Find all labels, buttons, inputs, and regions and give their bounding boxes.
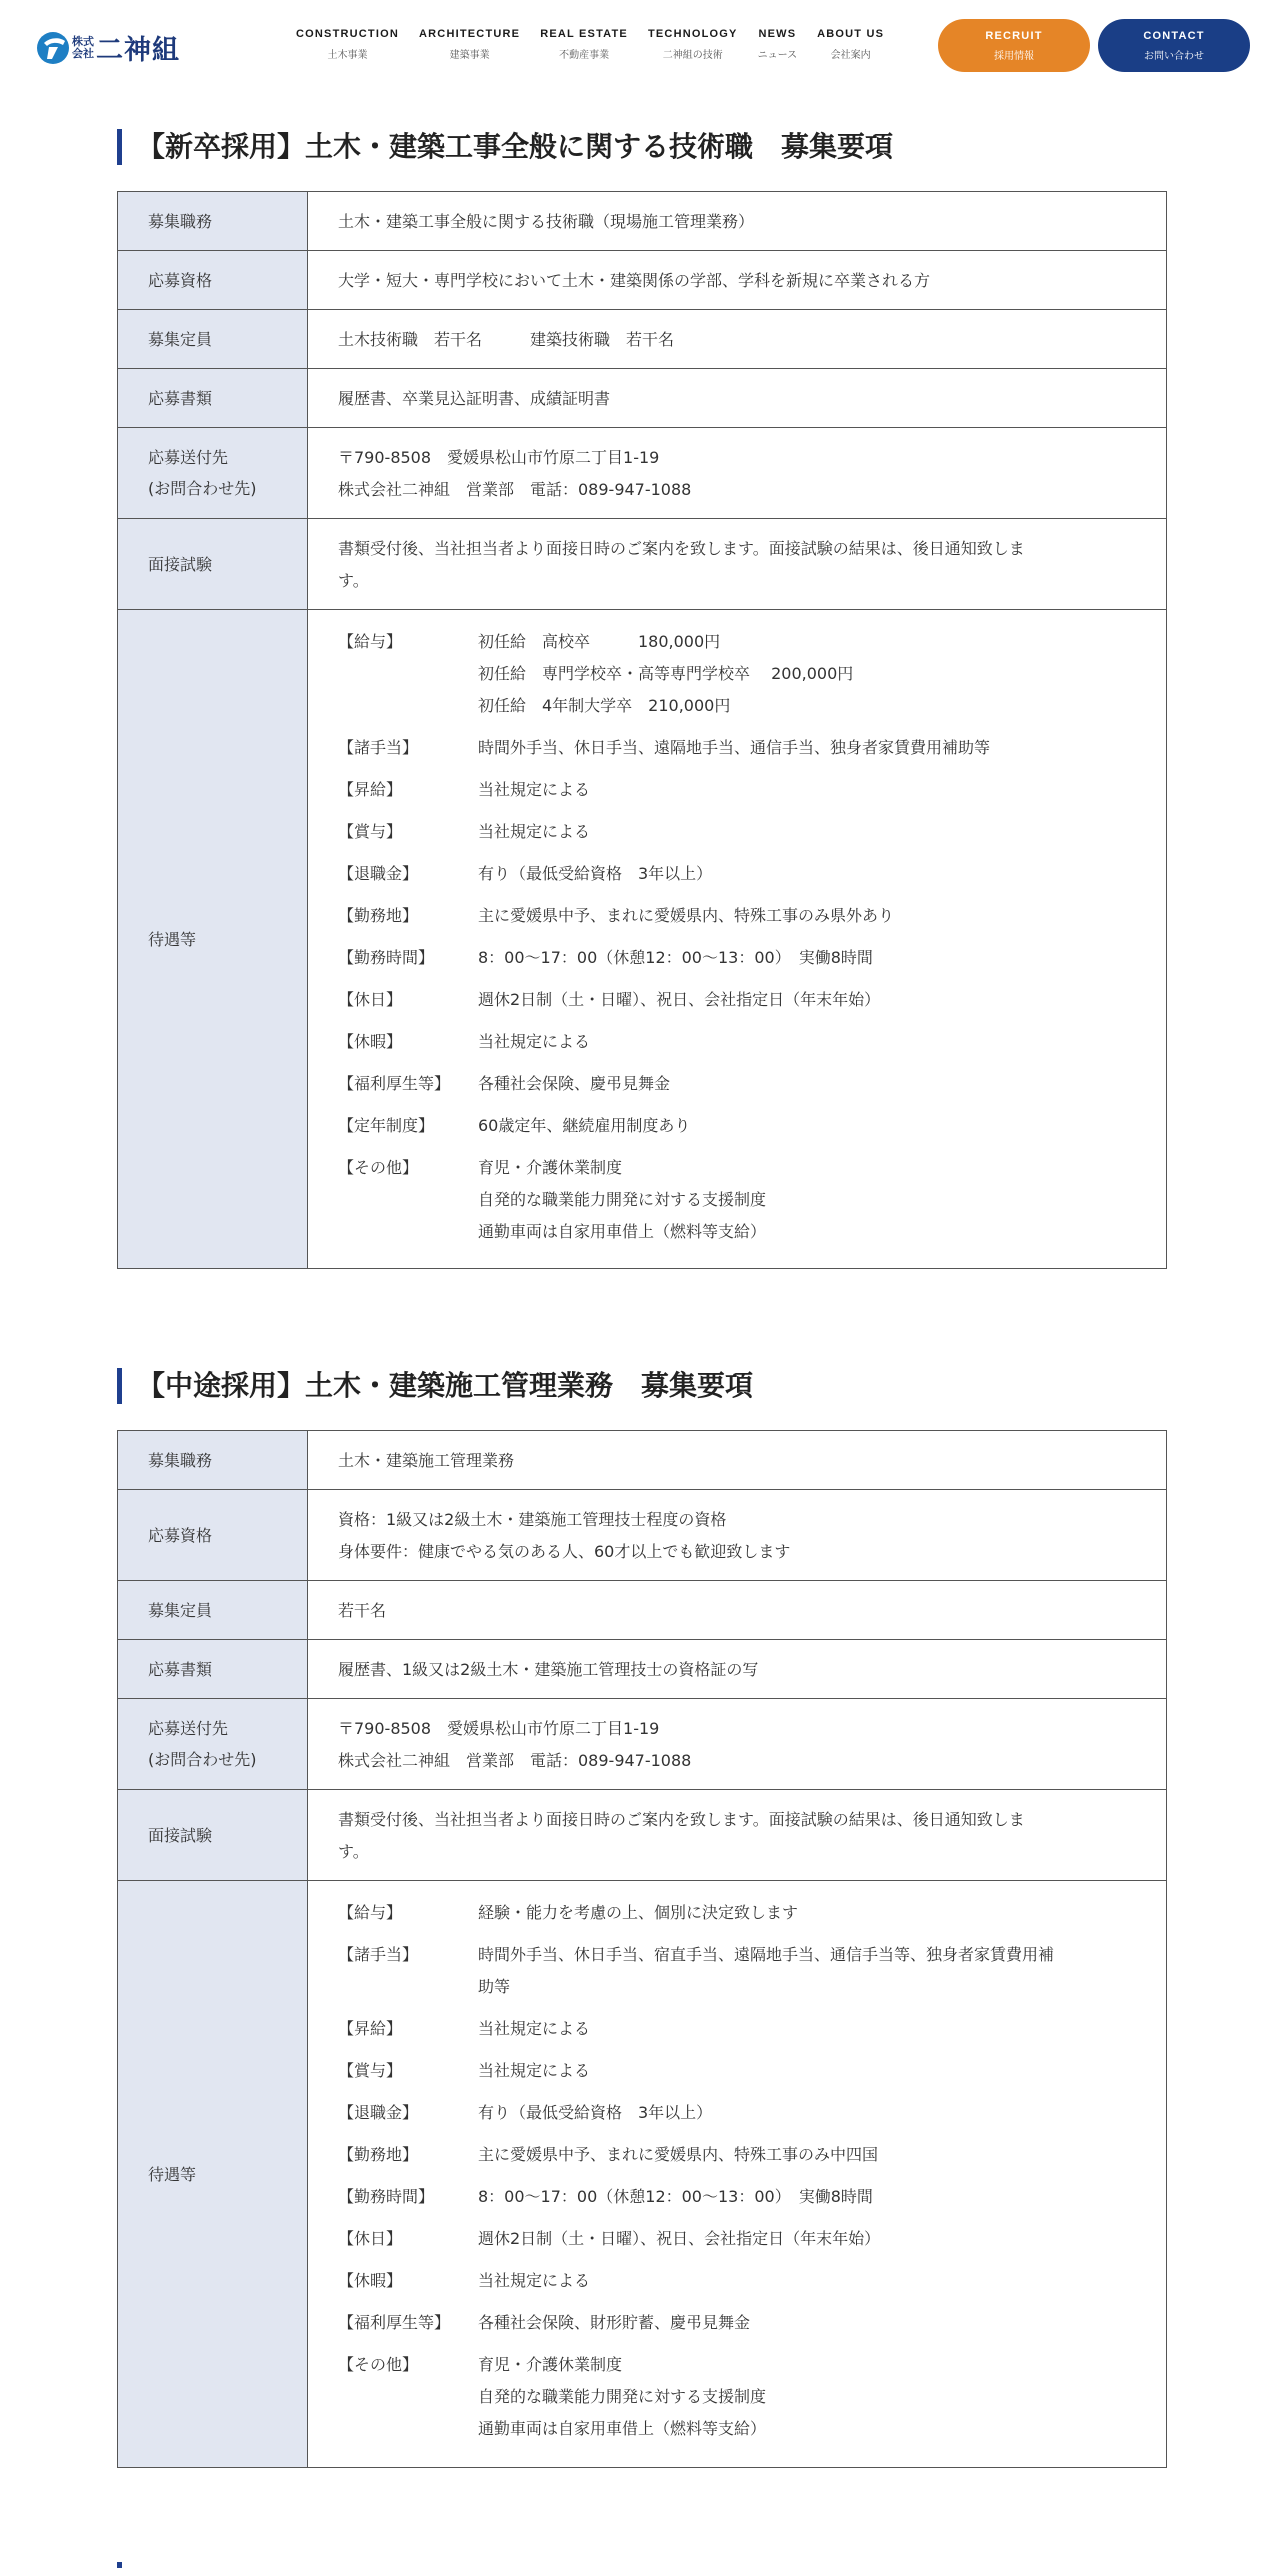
requirements-table (117, 1430, 1167, 2468)
benefit-item (338, 2223, 1136, 2255)
benefit-item (338, 942, 1136, 974)
row-label: 待遇等 (118, 610, 308, 1268)
benefit-value: 主に愛媛県中予、まれに愛媛県内、特殊工事のみ中四国 (478, 2145, 879, 2164)
row-value (308, 519, 1166, 609)
benefit-key: 【退職金】 (338, 2103, 419, 2122)
benefits-list (308, 1881, 1166, 2467)
benefit-value: 通勤車両は自家用車借上（燃料等支給） (478, 1222, 767, 1241)
benefit-value: 有り（最低受給資格 3年以上） (478, 864, 713, 883)
row-value (308, 310, 1166, 368)
row-value (308, 1431, 1166, 1489)
row-label: 募集定員 (118, 1581, 308, 1639)
benefit-key: 【賞与】 (338, 822, 403, 841)
table-row (118, 251, 1166, 310)
nav-label-en: REAL ESTATE (540, 28, 628, 40)
benefit-value: 初任給 専門学校卒・高等専門学校卒 200,000円 (478, 664, 854, 683)
logo-kabushikigaisha (72, 36, 94, 60)
benefit-value: 当社規定による (478, 2061, 591, 2080)
logo-small-bottom: 会社 (72, 46, 94, 60)
benefit-value: 初任給 4年制大学卒 210,000円 (478, 696, 731, 715)
nav-label-en: ARCHITECTURE (419, 28, 521, 40)
row-value-line: 〒790-8508 愛媛県松山市竹原二丁目1-19 (338, 1719, 660, 1738)
benefit-key: 【福利厚生等】 (338, 1074, 451, 1093)
row-label-line: 応募送付先 (148, 1719, 229, 1738)
row-value (308, 1640, 1166, 1698)
benefit-value: 8：00～17：00（休憩12：00～13：00） 実働8時間 (478, 948, 873, 967)
benefit-key: 【諸手当】 (338, 1945, 419, 1964)
row-value-line: 株式会社二神組 営業部 電話：089-947-1088 (338, 480, 692, 499)
row-label (118, 1699, 308, 1789)
row-label: 応募資格 (118, 1490, 308, 1580)
nav-label-jp: 土木事業 (327, 50, 368, 61)
benefit-value: 当社規定による (478, 1032, 591, 1051)
row-value-line: 土木技術職 若干名 建築技術職 若干名 (338, 330, 675, 349)
benefit-value: 初任給 高校卒 180,000円 (478, 632, 721, 651)
recruit-button-jp: 採用情報 (994, 50, 1034, 62)
nav-label-en: NEWS (758, 28, 797, 40)
benefit-key: 【勤務時間】 (338, 2187, 435, 2206)
nav-about-us[interactable] (817, 28, 884, 61)
row-value-line: 資格：1級又は2級土木・建築施工管理技士程度の資格 (338, 1510, 727, 1529)
benefit-value: 60歳定年、継続雇用制度あり (478, 1116, 691, 1135)
benefit-item (338, 732, 1136, 764)
row-value-line: 履歴書、卒業見込証明書、成績証明書 (338, 389, 611, 408)
benefit-value: 当社規定による (478, 2019, 591, 2038)
requirements-table (117, 191, 1167, 1269)
table-row (118, 1431, 1166, 1490)
row-label: 待遇等 (118, 1881, 308, 2467)
table-row (118, 1699, 1166, 1790)
benefit-value: 育児・介護休業制度 (478, 2355, 623, 2374)
benefit-key: 【昇給】 (338, 2019, 403, 2038)
nav-label-jp: 不動産事業 (559, 50, 610, 61)
row-value-line: 〒790-8508 愛媛県松山市竹原二丁目1-19 (338, 448, 660, 467)
table-row (118, 610, 1166, 1269)
row-value (308, 192, 1166, 250)
row-label (118, 428, 308, 518)
benefit-key: 【賞与】 (338, 2061, 403, 2080)
benefit-key: 【その他】 (338, 1158, 419, 1177)
row-value-line: 土木・建築施工管理業務 (338, 1451, 515, 1470)
benefit-value: 時間外手当、休日手当、遠隔地手当、通信手当、独身者家賃費用補助等 (478, 738, 991, 757)
benefit-item (338, 2097, 1136, 2129)
benefit-item (338, 1897, 1136, 1929)
benefit-value: 当社規定による (478, 2271, 591, 2290)
benefit-item (338, 1068, 1136, 1100)
recruit-button-en: RECRUIT (985, 29, 1043, 42)
benefit-value: 経験・能力を考慮の上、個別に決定致します (478, 1903, 799, 1922)
benefit-value: 当社規定による (478, 780, 591, 799)
section-title: 【新卒採用】土木・建築工事全般に関する技術職 募集要項 (117, 129, 1167, 165)
benefit-value: 有り（最低受給資格 3年以上） (478, 2103, 713, 2122)
benefit-item (338, 2265, 1136, 2297)
next-section-title-marker (117, 2562, 122, 2568)
logo-company-name: 二神組 (96, 35, 180, 66)
row-label-line: 応募送付先 (148, 448, 229, 467)
benefit-key: 【勤務地】 (338, 906, 419, 925)
row-value-line: 履歴書、1級又は2級土木・建築施工管理技士の資格証の写 (338, 1660, 759, 1679)
nav-label-jp: ニュース (757, 50, 798, 61)
row-value-line: 大学・短大・専門学校において土木・建築関係の学部、学科を新規に卒業される方 (338, 271, 931, 290)
benefit-item (338, 1152, 1136, 1248)
row-label: 募集定員 (118, 310, 308, 368)
row-label: 募集職務 (118, 192, 308, 250)
benefit-item (338, 816, 1136, 848)
table-row (118, 1881, 1166, 2468)
benefit-value: 各種社会保険、慶弔見舞金 (478, 1074, 671, 1093)
benefit-key: 【定年制度】 (338, 1116, 435, 1135)
row-value-line: 土木・建築工事全般に関する技術職（現場施工管理業務） (338, 212, 755, 231)
global-nav (296, 28, 904, 61)
company-logo[interactable] (36, 28, 180, 67)
row-label: 応募書類 (118, 1640, 308, 1698)
benefit-item (338, 900, 1136, 932)
table-row (118, 428, 1166, 519)
recruit-section-mid-career (117, 1368, 1167, 2468)
nav-label-jp: 建築事業 (449, 50, 490, 61)
contact-button[interactable] (1098, 19, 1250, 72)
table-row (118, 369, 1166, 428)
recruit-section-new-graduate (117, 129, 1167, 1269)
contact-button-en: CONTACT (1143, 29, 1205, 42)
row-value (308, 1699, 1166, 1789)
benefit-key: 【給与】 (338, 1903, 403, 1922)
benefit-item (338, 2181, 1136, 2213)
benefit-value: 助等 (478, 1977, 511, 1996)
benefit-key: 【給与】 (338, 632, 403, 651)
table-row (118, 1790, 1166, 1881)
benefit-key: 【福利厚生等】 (338, 2313, 451, 2332)
row-value (308, 251, 1166, 309)
benefit-item (338, 626, 1136, 722)
benefit-key: 【昇給】 (338, 780, 403, 799)
benefit-key: 【退職金】 (338, 864, 419, 883)
benefit-key: 【休暇】 (338, 1032, 403, 1051)
benefit-value: 8：00～17：00（休憩12：00～13：00） 実働8時間 (478, 2187, 873, 2206)
row-value-line: す。 (338, 571, 369, 590)
row-value-line: 書類受付後、当社担当者より面接日時のご案内を致します。面接試験の結果は、後日通知致しま (338, 1810, 1025, 1829)
table-row (118, 519, 1166, 610)
nav-label-en: CONSTRUCTION (296, 28, 400, 40)
row-value-line: 身体要件：健康でやる気のある人、60才以上でも歓迎致します (338, 1542, 791, 1561)
row-value (308, 1581, 1166, 1639)
row-label-line: (お問合わせ先) (148, 1750, 257, 1769)
logo-small-top: 株式 (72, 34, 94, 48)
table-row (118, 192, 1166, 251)
benefit-item (338, 2349, 1136, 2445)
table-row (118, 1490, 1166, 1581)
benefit-key: 【その他】 (338, 2355, 419, 2374)
row-value-line: 書類受付後、当社担当者より面接日時のご案内を致します。面接試験の結果は、後日通知致しま (338, 539, 1025, 558)
contact-button-jp: お問い合わせ (1144, 50, 1204, 62)
benefit-key: 【休暇】 (338, 2271, 403, 2290)
benefit-value: 週休2日制（土・日曜）、祝日、会社指定日（年末年始） (478, 990, 881, 1009)
benefit-item (338, 2055, 1136, 2087)
nav-label-en: ABOUT US (817, 28, 885, 40)
benefit-key: 【休日】 (338, 2229, 403, 2248)
benefit-value: 自発的な職業能力開発に対する支援制度 (478, 2387, 767, 2406)
benefit-value: 通勤車両は自家用車借上（燃料等支給） (478, 2419, 767, 2438)
nav-technology[interactable] (648, 28, 738, 61)
benefit-item (338, 984, 1136, 1016)
benefit-item (338, 2013, 1136, 2045)
nav-label-en: TECHNOLOGY (647, 28, 738, 40)
nav-construction[interactable] (296, 28, 399, 61)
benefit-item (338, 1026, 1136, 1058)
benefit-key: 【諸手当】 (338, 738, 419, 757)
benefit-item (338, 1110, 1136, 1142)
row-label: 応募資格 (118, 251, 308, 309)
nav-architecture[interactable] (419, 28, 520, 61)
table-row (118, 1581, 1166, 1640)
benefit-value: 育児・介護休業制度 (478, 1158, 623, 1177)
benefit-value: 当社規定による (478, 822, 591, 841)
nav-label-jp: 二神組の技術 (662, 50, 723, 61)
row-label: 応募書類 (118, 369, 308, 427)
nav-news[interactable] (758, 28, 798, 61)
benefit-key: 【勤務時間】 (338, 948, 435, 967)
benefit-value: 自発的な職業能力開発に対する支援制度 (478, 1190, 767, 1209)
section-title: 【中途採用】土木・建築施工管理業務 募集要項 (117, 1368, 1167, 1404)
nav-real-estate[interactable] (540, 28, 628, 61)
benefit-item (338, 2307, 1136, 2339)
row-value (308, 428, 1166, 518)
recruit-button[interactable] (938, 19, 1090, 72)
row-value (308, 1790, 1166, 1880)
benefit-item (338, 1939, 1136, 2003)
benefit-key: 【勤務地】 (338, 2145, 419, 2164)
row-value-line: 株式会社二神組 営業部 電話：089-947-1088 (338, 1751, 692, 1770)
row-label: 面接試験 (118, 1790, 308, 1880)
logo-mark-icon (36, 31, 70, 65)
benefit-value: 各種社会保険、財形貯蓄、慶弔見舞金 (478, 2313, 751, 2332)
benefit-item (338, 774, 1136, 806)
nav-label-jp: 会社案内 (830, 50, 871, 61)
table-row (118, 310, 1166, 369)
benefit-key: 【休日】 (338, 990, 403, 1009)
benefit-value: 主に愛媛県中予、まれに愛媛県内、特殊工事のみ県外あり (478, 906, 895, 925)
row-value (308, 369, 1166, 427)
benefits-list (308, 610, 1166, 1268)
benefit-value: 時間外手当、休日手当、宿直手当、遠隔地手当、通信手当等、独身者家賃費用補 (478, 1945, 1055, 1964)
site-header (0, 0, 1284, 90)
benefit-value: 週休2日制（土・日曜）、祝日、会社指定日（年末年始） (478, 2229, 881, 2248)
table-row (118, 1640, 1166, 1699)
benefit-item (338, 2139, 1136, 2171)
row-value-line: 若干名 (338, 1601, 387, 1620)
row-label: 募集職務 (118, 1431, 308, 1489)
benefit-item (338, 858, 1136, 890)
row-value-line: す。 (338, 1842, 369, 1861)
row-value (308, 1490, 1166, 1580)
row-label-line: (お問合わせ先) (148, 479, 257, 498)
row-label: 面接試験 (118, 519, 308, 609)
